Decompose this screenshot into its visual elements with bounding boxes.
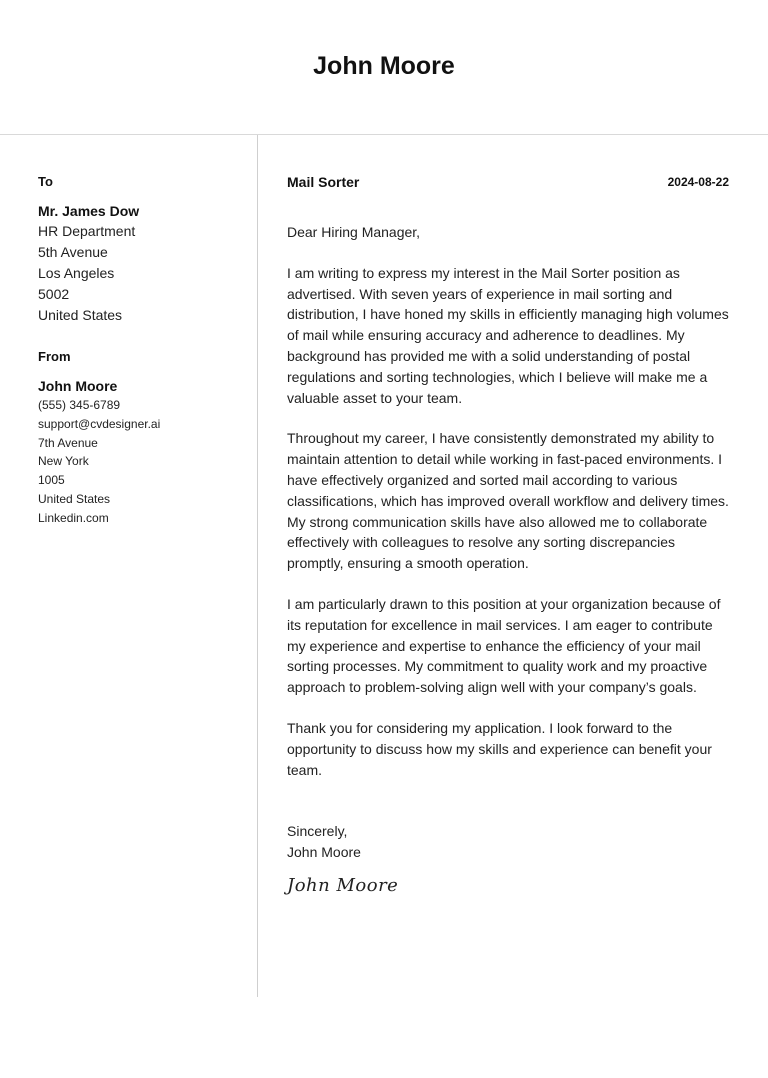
job-position: Mail Sorter bbox=[287, 174, 360, 190]
sender-phone: (555) 345-6789 bbox=[38, 398, 121, 412]
recipient-street: 5th Avenue bbox=[38, 244, 108, 260]
letter-date: 2024-08-22 bbox=[667, 175, 729, 189]
sender-contact bbox=[38, 396, 243, 528]
sender-country: United States bbox=[38, 491, 111, 506]
signer-name: John Moore bbox=[287, 844, 361, 861]
sidebar bbox=[38, 174, 243, 528]
greeting: Dear Hiring Manager, bbox=[287, 224, 421, 240]
letter-body bbox=[287, 174, 729, 896]
sender-website: Linkedin.com bbox=[38, 510, 109, 525]
sender-street: 7th Avenue bbox=[38, 435, 98, 450]
handwritten-signature: John Moore bbox=[287, 874, 399, 896]
sender-name: John Moore bbox=[38, 378, 118, 394]
paragraph-3: I am particularly drawn to this position at your organization because of its reputation for excellence in mail services. I am eager to contribute my experience and expertise to enhance the efficiency of your mail sorting processes. My commitment to quality work and my proactive approach to problem-solving align well with your company’s goals. bbox=[287, 595, 721, 696]
sender-city: New York bbox=[38, 454, 89, 469]
paragraph-2: Throughout my career, I have consistently demonstrated my ability to maintain attention to detail while working in fast-paced environments. I have effectively organized and sorted mail according to various classifications, which has improved overall workflow and delivery times. My strong communication skills have also allowed me to collaborate effectively with colleagues to resolve any sorting discrepancies promptly, ensuring a smooth operation. bbox=[287, 430, 729, 572]
column-divider bbox=[257, 135, 258, 997]
recipient-address bbox=[38, 221, 243, 326]
recipient-city: Los Angeles bbox=[38, 265, 115, 281]
sender-email: support@cvdesigner.ai bbox=[38, 416, 161, 431]
sender-zip: 1005 bbox=[38, 473, 65, 488]
recipient-name: Mr. James Dow bbox=[38, 203, 140, 219]
recipient-zip: 5002 bbox=[38, 286, 70, 302]
page-title: John Moore bbox=[313, 52, 455, 80]
recipient-department: HR Department bbox=[38, 223, 136, 239]
paragraph-4: Thank you for considering my application. I look forward to the opportunity to discuss how my skills and experience can benefit your team. bbox=[287, 719, 712, 778]
paragraph-1: I am writing to express my interest in the Mail Sorter position as advertised. With seven years of experience in mail sorting and distribution, I have honed my skills in efficiently managing high volumes of mail while ensuring accuracy and adherence to deadlines. My background has provided me with a solid understanding of postal regulations and sorting technologies, which I believe will make me a valuable asset to your team. bbox=[287, 264, 729, 406]
to-label: To bbox=[38, 174, 53, 189]
letter-topline bbox=[287, 174, 729, 194]
letter-header bbox=[0, 0, 768, 135]
closing: Sincerely, bbox=[287, 823, 348, 840]
recipient-country: United States bbox=[38, 307, 123, 323]
from-label: From bbox=[38, 349, 71, 364]
